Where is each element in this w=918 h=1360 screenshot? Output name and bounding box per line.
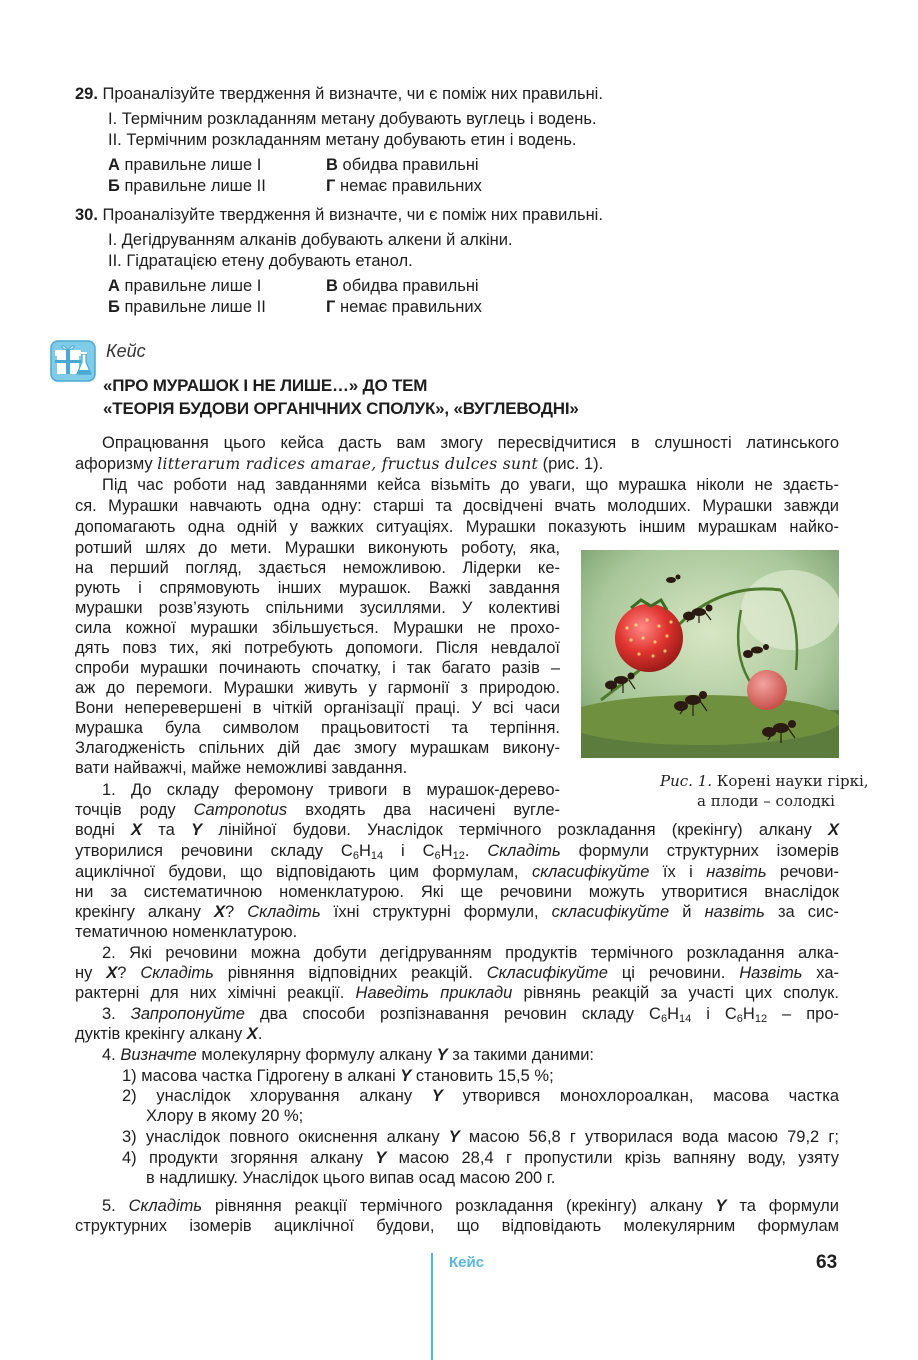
paragraph-line: спроби мурашки починають спочатку, і так багато разів – <box>75 659 560 677</box>
option-b: Б правильне лише II <box>108 177 266 195</box>
paragraph-line: допомагають одна одній у важких ситуаціях. Мурашки показують іншим мурашкам найко- <box>75 518 839 536</box>
paragraph-line: сила кожної мурашки збільшується. Мурашки не прохо- <box>75 619 560 637</box>
task-1-line: ни за систематичною номенклатурою. Які ще речовини можуть утворитися внаслідок <box>75 883 839 901</box>
case-title-line-1: «ПРО МУРАШОК І НЕ ЛИШЕ…» ДО ТЕМ <box>103 376 428 395</box>
option-a: А правильне лише I <box>108 156 262 174</box>
paragraph-line: Злагодженість спільних дій дає змогу мурашкам викону- <box>75 739 560 757</box>
statement-2: II. Гідратацією етену добувають етанол. <box>108 252 413 270</box>
option-g: Г немає правильних <box>326 298 482 316</box>
figure-caption-line-2: а плоди – солодкі <box>697 792 835 810</box>
task-1-line: утворилися речовини складу $C_6H_{14}$ і $C_6H_{12}$. Складіть формули структурних ізомерів <box>75 842 840 862</box>
option-v: В обидва правильні <box>326 277 479 295</box>
question-text: Проаналізуйте твердження й визначте, чи є поміж них правильні. <box>102 206 603 224</box>
case-title-line-2: «ТЕОРІЯ БУДОВИ ОРГАНІЧНИХ СПОЛУК», «ВУГЛЕВОДНІ» <box>103 399 579 418</box>
question-30 <box>75 205 603 225</box>
task-1-line: 1. До складу феромону тривоги в мурашок-дерево- <box>102 781 560 799</box>
option-v: В обидва правильні <box>326 156 479 174</box>
task-4-item-4-cont: в надлишку. Унаслідок цього випав осад масою 200 г. <box>146 1169 556 1187</box>
question-29 <box>75 84 603 104</box>
task-1-line: водні X та Y лінійної будови. Унаслідок термічного розкладання (крекінгу) алкану X <box>75 821 839 839</box>
latin-aphorism: litterarum radices amarae, fructus dulces sunt <box>157 455 539 473</box>
paragraph-line: ся. Мурашки навчають одна одну: старші та досвідчені вчать молодших. Мурашки завжди <box>75 497 839 515</box>
statement-1: I. Термічним розкладанням метану добувають вуглець і водень. <box>108 110 597 128</box>
task-5-line: 5. Складіть рівняння реакції термічного розкладання (крекінгу) алкану Y та формули <box>102 1197 839 1215</box>
paragraph-line: ротший шлях до мети. Мурашки виконують роботу, яка, <box>75 539 560 557</box>
task-2-line: рактерні для них хімічні реакції. Наведіть приклади рівнянь реакцій за участі цих сполук. <box>75 984 839 1002</box>
footer-section-label: Кейс <box>449 1254 485 1271</box>
paragraph-line: вати найважчі, майже неможливі завдання. <box>75 759 408 777</box>
question-number: 29. <box>75 85 98 103</box>
footer-divider <box>431 1253 433 1360</box>
paragraph-line: аж до перемоги. Мурашки живуть у гармонії з природою. <box>75 679 560 697</box>
paragraph-line: Вони неперевершені в чіткій організації праці. У всі часи <box>75 699 560 717</box>
task-2-line: 2. Які речовини можна добути дегідруванням продуктів термічного розкладання алка- <box>102 944 839 962</box>
case-label: Кейс <box>106 341 146 361</box>
task-4-item-2-cont: Хлору в якому 20 %; <box>146 1107 304 1125</box>
statement-1: I. Дегідруванням алканів добувають алкени й алкіни. <box>108 231 513 249</box>
task-4-item-4: 4) продукти згоряння алкану Y масою 28,4 г пропустили крізь вапняну воду, узяту <box>122 1149 839 1167</box>
option-b: Б правильне лише II <box>108 298 266 316</box>
case-gift-flask-icon <box>50 340 96 382</box>
task-5-line: структурних ізомерів ациклічної будови, що відповідають молекулярним формулам <box>75 1217 839 1235</box>
task-4-item-3: 3) унаслідок повного окиснення алкану Y масою 56,8 г утворилася вода масою 79,2 г; <box>122 1128 839 1146</box>
task-3-line: дуктів крекінгу алкану X. <box>75 1025 263 1043</box>
paragraph-line: мурашка була символом працьовитості та терпіння. <box>75 719 560 737</box>
paragraph-line: мурашки розв’язують спільними зусиллями. У колективі <box>75 599 560 617</box>
question-number: 30. <box>75 206 98 224</box>
task-2-line: ну X? Складіть рівняння відповідних реакцій. Скласифікуйте ці речовини. Назвіть ха- <box>75 964 840 982</box>
paragraph-line: дять повз тих, які потребують допомоги. Після невдалої <box>75 639 560 657</box>
paragraph-line: Під час роботи над завданнями кейса візьміть до уваги, що мурашка ніколи не здаєть- <box>102 476 839 494</box>
statement-2: II. Термічним розкладанням метану добувають етин і водень. <box>108 131 577 149</box>
figure-ants-strawberry-photo <box>581 550 839 758</box>
task-4-line: 4. Визначте молекулярну формулу алкану Y за такими даними: <box>102 1046 595 1064</box>
option-a: А правильне лише I <box>108 277 262 295</box>
intro-line-2: афоризму litterarum radices amarae, fructus dulces sunt (рис. 1). <box>75 455 604 473</box>
paragraph-line: рують і спрямовують інших мурашок. Важкі завдання <box>75 579 560 597</box>
task-1-line: точців роду Camponotus входять два насичені вугле- <box>75 801 561 819</box>
option-g: Г немає правильних <box>326 177 482 195</box>
task-4-item-2: 2) унаслідок хлорування алкану Y утворився монохлороалкан, масова частка <box>122 1087 839 1105</box>
task-4-item-1: 1) масова частка Гідрогену в алкані Y становить 15,5 %; <box>122 1067 554 1085</box>
task-1-line: ациклічної будови, що відповідають цим формулам, скласифікуйте їх і назвіть речови- <box>75 863 839 881</box>
paragraph-line: на перший погляд, здається неможливою. Лідерки ке- <box>75 559 560 577</box>
question-text: Проаналізуйте твердження й визначте, чи є поміж них правильні. <box>102 85 603 103</box>
page-number: 63 <box>816 1252 838 1273</box>
intro-line-1: Опрацювання цього кейса дасть вам змогу пересвідчитися в слушності латинського <box>102 434 839 452</box>
task-3-line: 3. Запропонуйте два способи розпізнавання речовин складу $C_6H_{14}$ і $C_6H_{12} - про-$ <box>102 1005 839 1025</box>
task-1-line: тематичною номенклатурою. <box>75 923 298 941</box>
figure-caption-line-1: Рис. 1. Корені науки гіркі, <box>660 772 869 790</box>
task-1-line: крекінгу алкану X? Складіть їхні структурні формули, скласифікуйте й назвіть за сис- <box>75 903 840 921</box>
